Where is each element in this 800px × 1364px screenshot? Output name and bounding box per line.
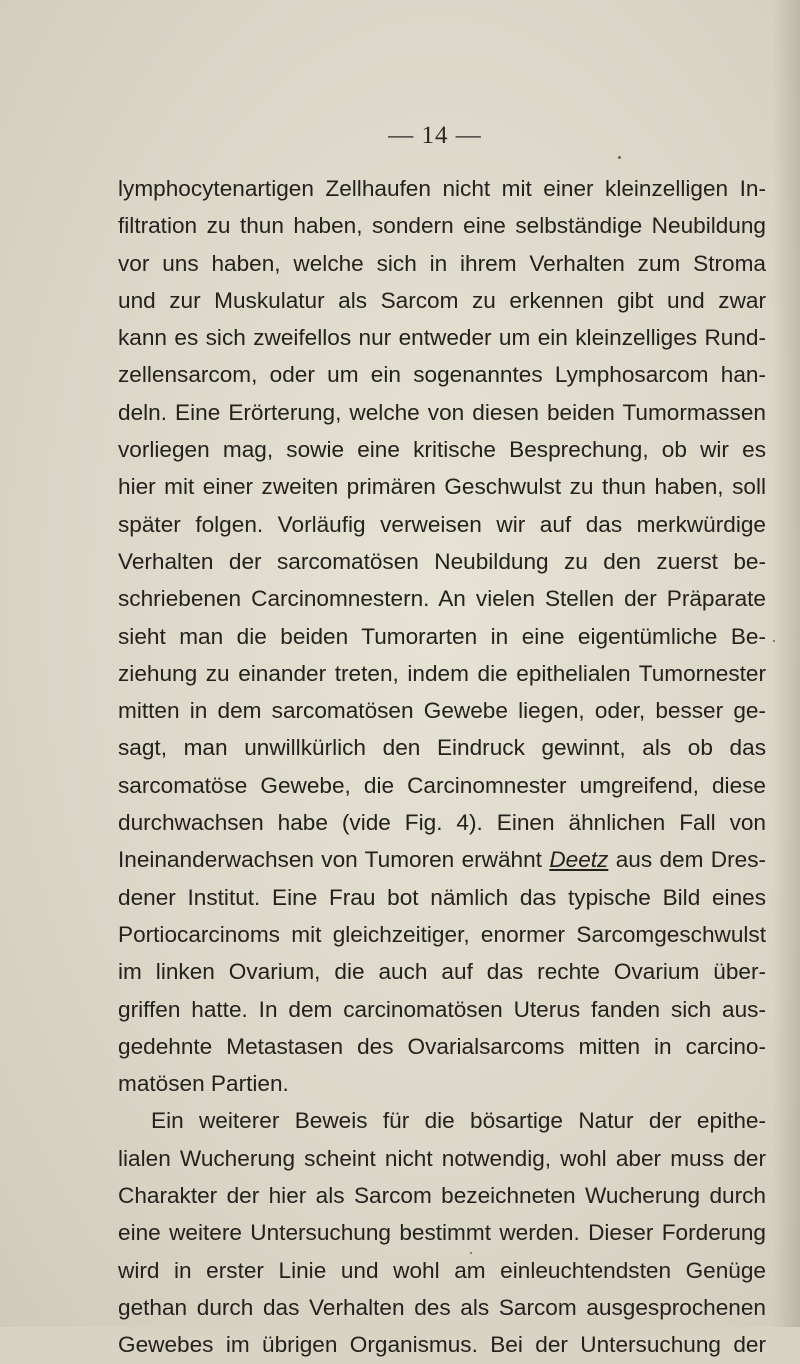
paper-speck: [618, 156, 621, 159]
text-line: Ein weiterer Beweis für die bösartige Natur der epithe-: [151, 1108, 766, 1134]
text-line: Verhalten der sarcomatösen Neubildung zu den zuerst be-: [118, 548, 766, 574]
text-line: durchwachsen habe (vide Fig. 4). Einen ähnlichen Fall von: [118, 810, 766, 836]
text-line: sarcomatöse Gewebe, die Carcinomnester umgreifend, diese: [118, 772, 766, 798]
text-line: lymphocytenartigen Zellhaufen nicht mit einer kleinzelligen In-: [118, 176, 766, 201]
text-line: schriebenen Carcinomnestern. An vielen Stellen der Präparate: [118, 586, 766, 612]
text-line: mitten in dem sarcomatösen Gewebe liegen, oder, besser ge-: [118, 698, 766, 724]
text-line: wird in erster Linie und wohl am einleuchtendsten Genüge: [118, 1257, 766, 1283]
text-line: Portiocarcinoms mit gleichzeitiger, enormer Sarcomgeschwulst: [118, 921, 766, 947]
text-line: sagt, man unwillkürlich den Eindruck gewinnt, als ob das: [118, 735, 766, 761]
text-line: griffen hatte. In dem carcinomatösen Uterus fanden sich aus-: [118, 996, 766, 1022]
text-line: dener Institut. Eine Frau bot nämlich das typische Bild eines: [118, 884, 766, 910]
text-line: hier mit einer zweiten primären Geschwulst zu thun haben, soll: [118, 474, 766, 500]
text-segment: Ineinanderwachsen von Tumoren erwähnt: [118, 847, 542, 873]
text-line: gethan durch das Verhalten des als Sarcom ausgesprochenen: [118, 1294, 766, 1320]
text-segment: aus dem Dres-: [615, 847, 767, 873]
text-line-with-author: [118, 841, 766, 878]
text-line: gedehnte Metastasen des Ovarialsarcoms mitten in carcino-: [118, 1033, 766, 1059]
text-line: im linken Ovarium, die auch auf das rechte Ovarium über-: [118, 959, 766, 985]
text-line: eine weitere Untersuchung bestimmt werden. Dieser Forderung: [118, 1220, 766, 1246]
text-line: Gewebes im übrigen Organismus. Bei der Untersuchung der: [118, 1332, 766, 1358]
text-line: und zur Muskulatur als Sarcom zu erkennen gibt und zwar: [118, 287, 766, 313]
text-line: lialen Wucherung scheint nicht notwendig, wohl aber muss der: [118, 1145, 766, 1171]
body-text: [118, 170, 766, 1364]
text-line: vorliegen mag, sowie eine kritische Besprechung, ob wir es: [118, 437, 766, 463]
paper-speck: [470, 1252, 472, 1254]
text-line: kann es sich zweifellos nur entweder um ein kleinzelliges Rund-: [118, 325, 766, 351]
text-line: filtration zu thun haben, sondern eine selbständige Neubildung: [118, 213, 766, 239]
page-edge-shadow: [772, 0, 800, 1327]
page-number: — 14 —: [388, 122, 482, 149]
text-line: deln. Eine Erörterung, welche von diesen beiden Tumormassen: [118, 399, 766, 425]
text-line: zellensarcom, oder um ein sogenanntes Lymphosarcom han-: [118, 362, 766, 388]
text-line: sieht man die beiden Tumorarten in eine eigentümliche Be-: [118, 623, 766, 649]
text-line: vor uns haben, welche sich in ihrem Verhalten zum Stroma: [118, 250, 766, 276]
text-line: matösen Partien.: [118, 1071, 289, 1097]
text-line: Charakter der hier als Sarcom bezeichneten Wucherung durch: [118, 1183, 766, 1209]
text-line: später folgen. Vorläufig verweisen wir auf das merkwürdige: [118, 511, 766, 537]
author-name-deetz: Deetz: [549, 847, 609, 873]
text-line: ziehung zu einander treten, indem die epithelialen Tumornester: [118, 660, 766, 686]
paper-speck: [773, 640, 775, 642]
